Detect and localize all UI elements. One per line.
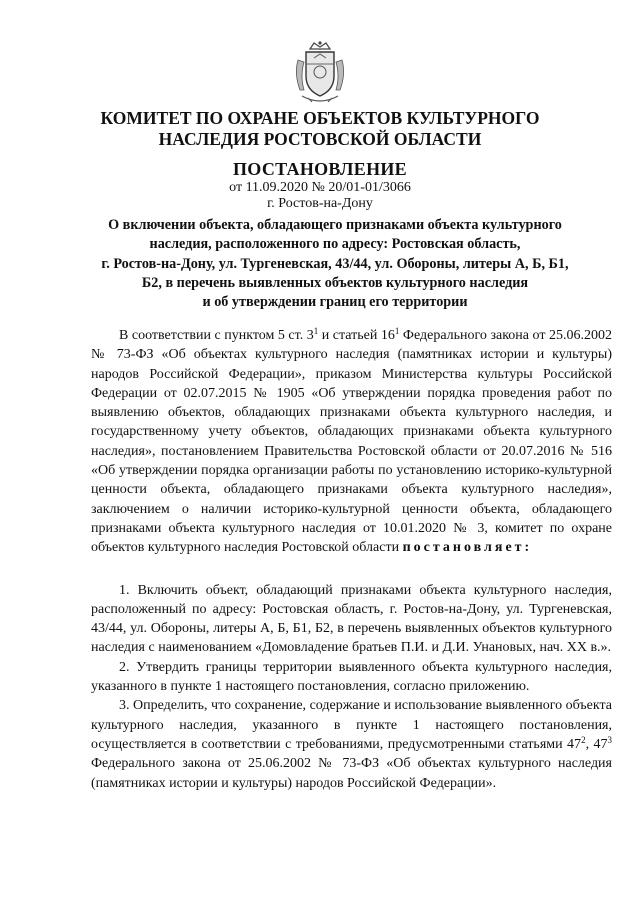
title-line: Б2, в перечень выявленных объектов культурного наследия — [141, 274, 529, 291]
document-meta — [0, 180, 640, 212]
committee-line-2: НАСЛЕДИЯ РОСТОВСКОЙ ОБЛАСТИ — [158, 129, 482, 149]
decree-title — [60, 216, 610, 312]
title-line: наследия, расположенного по адресу: Ростовская область, — [149, 236, 521, 253]
committee-name — [0, 108, 640, 150]
title-line: г. Ростов-на-Дону, ул. Тургеневская, 43/44, ул. Обороны, литеры А, Б, Б1, — [101, 255, 569, 272]
committee-line-1: КОМИТЕТ ПО ОХРАНЕ ОБЪЕКТОВ КУЛЬТУРНОГО — [100, 108, 540, 128]
coat-of-arms-icon — [292, 40, 348, 106]
preamble-paragraph: В соответствии с пунктом 5 ст. $3^1$ и статьей $16^1$ Федерального закона от 25.06.2002 № 73-ФЗ «Об объектах культурного наследия (памятниках истории и культуры) народов Российской Федерации», приказом Министерства культуры Российской Федерации от 02.07.2015 № 1905 «Об утверждении порядка проведения работ по выявлению объектов, обладающих признаками объекта культурного наследия, и государственному учету объектов, обладающих признаками объекта культурного наследия», постановлением Правительства Ростовской области от 20.07.2016 № 516 «Об утверждении порядка организации работы по установлению историко-культурной ценности объекта, обладающего признаками объекта культурного наследия», заключением о наличии историко-культурной ценности объекта, обладающего признаками объекта культурного наследия от 10.01.2020 № 3, комитет по охране объектов культурного наследия Ростовской области постановляет: — [91, 326, 612, 556]
item-2: 2. Утвердить границы территории выявленного объекта культурного наследия, указанного в пункте 1 настоящего постановления, согласно приложению. — [91, 659, 612, 695]
document-type: ПОСТАНОВЛЕНИЕ — [233, 159, 407, 179]
title-line: и об утверждении границ его территории — [202, 294, 468, 311]
decree-body — [91, 326, 612, 793]
title-line: О включении объекта, обладающего признаками объекта культурного — [108, 217, 562, 233]
decree-keyword: постановляет: — [402, 540, 533, 556]
city: г. Ростов-на-Дону — [267, 196, 373, 211]
date-and-number: от 11.09.2020 № 20/01-01/3066 — [229, 180, 411, 195]
item-1: 1. Включить объект, обладающий признаками объекта культурного наследия, расположенный по адресу: Ростовская область, г. Ростов-на-Дону, ул. Тургеневская, 43/44, ул. Обороны, литеры А, Б, Б1, Б2, в перечень выявленных объектов культурного наследия с наименованием «Домовладение братьев П.И. и Д.И. Унановых, нач. XX в.». — [91, 582, 612, 656]
item-3: 3. Определить, что сохранение, содержание и использование выявленного объекта культурного наследия, указанного в пункте 1 настоящего постановления, осуществляется в соответствии с требованиями, предусмотренными статьями $47^2$, $47^3$ Федерального закона от 25.06.2002 № 73-ФЗ «Об объектах культурного наследия (памятниках истории и культуры) народов Российской Федерации». — [91, 698, 613, 791]
